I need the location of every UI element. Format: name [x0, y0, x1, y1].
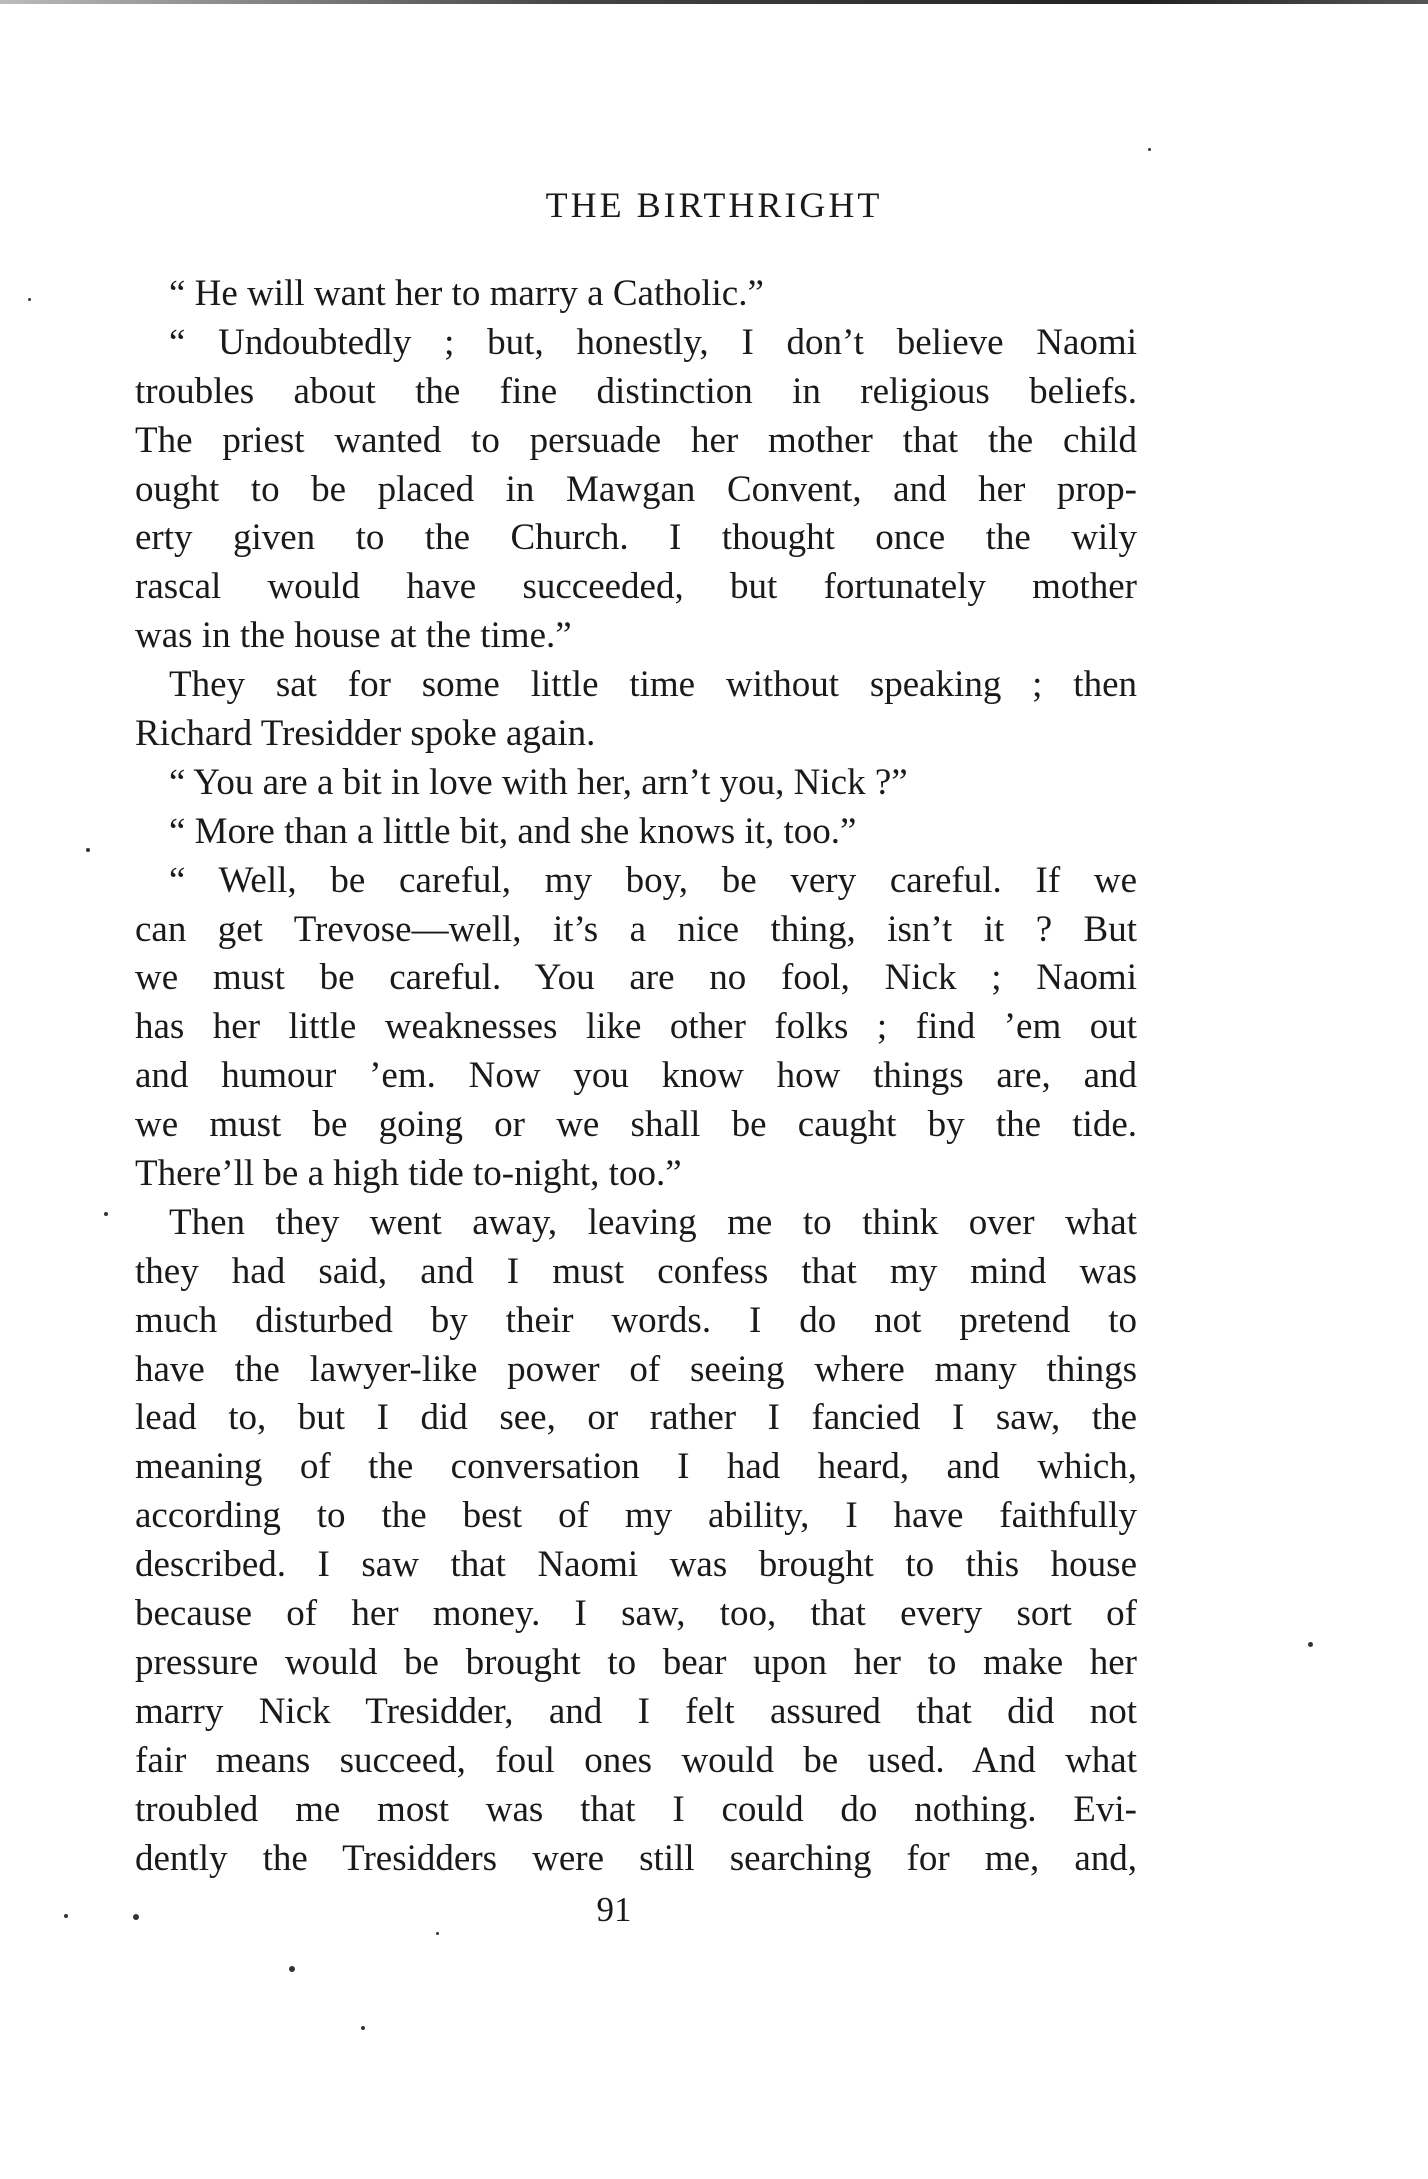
- page-number: 91: [596, 1890, 632, 1929]
- scan-speck: [64, 1914, 68, 1918]
- text-line: fair means succeed, foul ones would be used. And what: [135, 1739, 1137, 1781]
- scan-speck: [86, 848, 90, 852]
- page-top-edge: [0, 0, 1428, 4]
- text-line: can get Trevose—well, it’s a nice thing, isn’t it ? But: [135, 908, 1137, 950]
- scan-speck: [28, 298, 31, 301]
- text-line: much disturbed by their words. I do not pretend to: [135, 1299, 1137, 1341]
- text-line: rascal would have succeeded, but fortunately mother: [135, 566, 1137, 608]
- text-line: because of her money. I saw, too, that every sort of: [135, 1593, 1137, 1635]
- text-line: marry Nick Tresidder, and I felt assured that did not: [135, 1690, 1137, 1732]
- text-line: they had said, and I must confess that my mind was: [135, 1250, 1137, 1292]
- text-line: “ More than a little bit, and she knows it, too.”: [169, 810, 857, 852]
- text-line: dently the Tresidders were still searching for me, and,: [135, 1837, 1137, 1879]
- text-line: Then they went away, leaving me to think over what: [169, 1201, 1137, 1243]
- text-line: “ Undoubtedly ; but, honestly, I don’t believe Naomi: [169, 321, 1137, 363]
- text-line: meaning of the conversation I had heard, and which,: [135, 1446, 1137, 1488]
- running-head: THE BIRTHRIGHT: [545, 185, 883, 225]
- text-line: have the lawyer-like power of seeing where many things: [135, 1348, 1137, 1390]
- text-line: and humour ’em. Now you know how things are, and: [135, 1055, 1137, 1097]
- scan-speck: [1148, 148, 1151, 151]
- text-line: we must be careful. You are no fool, Nick ; Naomi: [135, 957, 1137, 999]
- scan-speck: [104, 1212, 108, 1216]
- text-line: was in the house at the time.”: [135, 615, 572, 657]
- text-line: according to the best of my ability, I have faithfully: [135, 1495, 1137, 1537]
- text-line: described. I saw that Naomi was brought to this house: [135, 1544, 1137, 1586]
- text-line: There’ll be a high tide to-night, too.”: [135, 1153, 682, 1195]
- text-line: Richard Tresidder spoke again.: [135, 713, 596, 755]
- text-line: has her little weaknesses like other folks ; find ’em out: [135, 1006, 1137, 1048]
- scan-speck: [1308, 1642, 1313, 1647]
- scan-speck: [361, 2026, 365, 2030]
- text-line: “ Well, be careful, my boy, be very careful. If we: [169, 859, 1137, 901]
- body-text: [135, 270, 1137, 1883]
- text-line: erty given to the Church. I thought once the wily: [135, 517, 1137, 559]
- text-line: we must be going or we shall be caught by the tide.: [135, 1104, 1137, 1146]
- text-line: The priest wanted to persuade her mother that the child: [135, 419, 1137, 461]
- scan-speck: [133, 1914, 139, 1920]
- text-line: troubles about the fine distinction in religious beliefs.: [135, 370, 1137, 412]
- text-line: They sat for some little time without speaking ; then: [169, 664, 1137, 706]
- text-line: lead to, but I did see, or rather I fancied I saw, the: [135, 1397, 1137, 1439]
- text-line: troubled me most was that I could do nothing. Evi-: [135, 1788, 1137, 1830]
- text-line: “ He will want her to marry a Catholic.”: [169, 273, 764, 314]
- text-line: pressure would be brought to bear upon her to make her: [135, 1641, 1137, 1683]
- text-line: “ You are a bit in love with her, arn’t you, Nick ?”: [169, 761, 908, 803]
- scan-speck: [436, 1932, 439, 1935]
- scan-speck: [289, 1966, 295, 1972]
- text-line: ought to be placed in Mawgan Convent, and her prop-: [135, 468, 1137, 510]
